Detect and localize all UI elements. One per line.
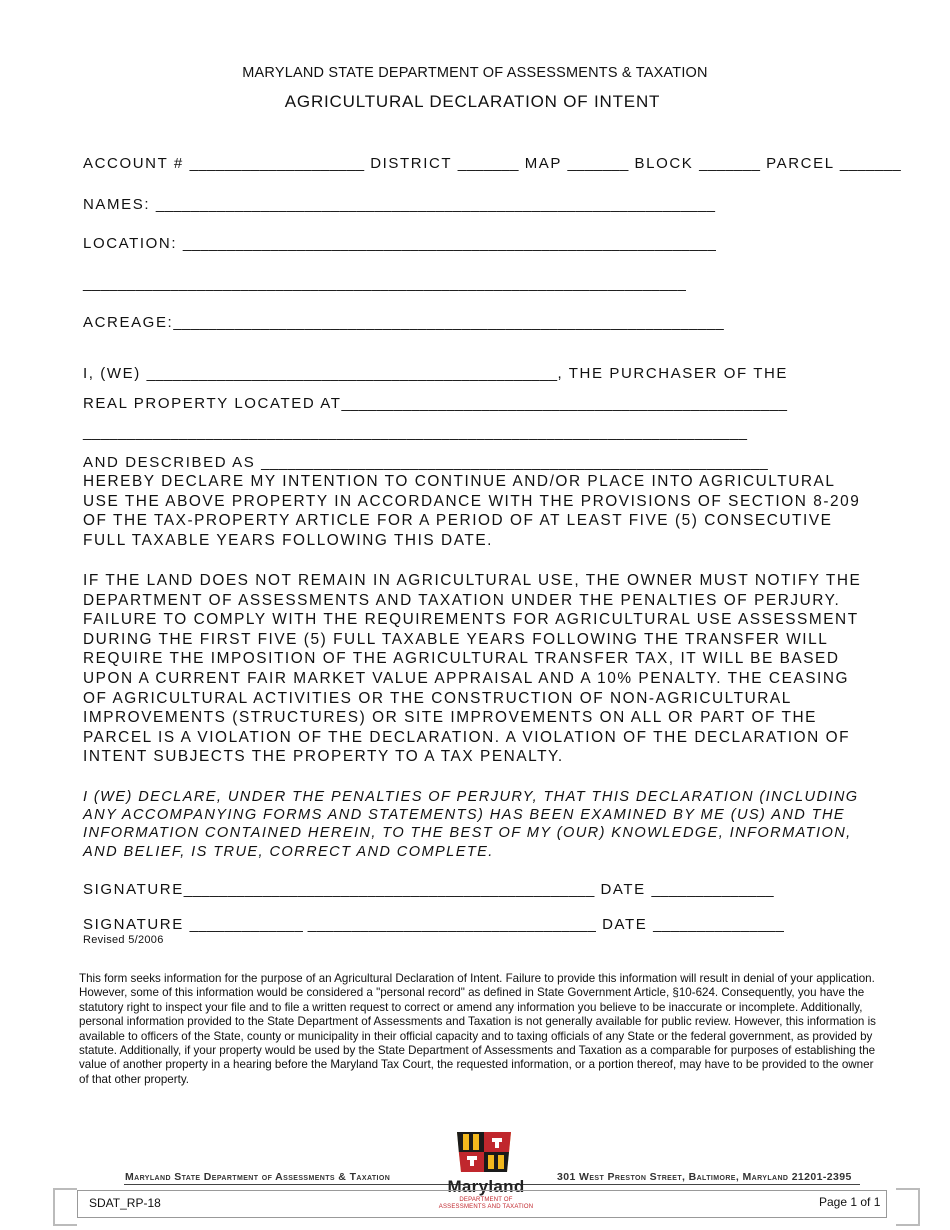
block-field[interactable]: _______ [699, 155, 761, 172]
real-property-field-2[interactable]: ____________________________________________________________________________ [83, 424, 748, 441]
location-row-2 [83, 275, 686, 292]
perjury-statement: I (WE) DECLARE, UNDER THE PENALTIES OF PERJURY, THAT THIS DECLARATION (INCLUDING ANY ACCOMPANYING FORMS AND STATEMENTS) HAS BEEN EXAMINED BY ME (US) AND THE INFORMATION CONTAINED HEREIN, TO THE BEST OF MY (OUR) KNOWLEDGE, INFORMATION, AND BELIEF, IS TRUE, CORRECT AND COMPLETE. [83, 789, 859, 860]
purchaser-name-field[interactable]: _______________________________________________ [146, 365, 558, 382]
logo-subtitle-1: DEPARTMENT OF [459, 1197, 513, 1203]
location-field[interactable]: _____________________________________________________________ [182, 235, 717, 252]
footer-bracket-left [53, 1188, 77, 1226]
map-field[interactable]: _______ [567, 155, 629, 172]
district-field[interactable]: _______ [457, 155, 519, 172]
district-label: DISTRICT [370, 155, 452, 172]
described-row [83, 454, 768, 471]
signature-row-2 [83, 916, 784, 933]
signature-label-1: SIGNATURE [83, 881, 184, 898]
declaration-paragraph: HEREBY DECLARE MY INTENTION TO CONTINUE AND/OR PLACE INTO AGRICULTURAL USE THE ABOVE PROPERTY IN ACCORDANCE WITH THE PROVISIONS OF SECTION 8-209 OF THE TAX-PROPERTY ARTICLE FOR A PERIOD OF AT LEAST FIVE (5) CONSECUTIVE FULL TAXABLE YEARS FOLLOWING THIS DATE. [83, 473, 861, 549]
logo-subtitle-2: ASSESSMENTS AND TAXATION [438, 1204, 534, 1210]
date-label-1: DATE [600, 881, 646, 898]
form-title: AGRICULTURAL DECLARATION OF INTENT [284, 92, 661, 111]
parcel-field[interactable]: _______ [839, 155, 902, 172]
footer-agency: Maryland State Department of Assessments & Taxation [125, 1171, 391, 1183]
privacy-notice: This form seeks information for the purpose of an Agricultural Declaration of Intent. Failure to provide this information will result in denial of your application. However, some of this information would be considered a "personal record" as defined in State Government Article, §10-624. Consequently, you have the statutory right to inspect your file and to file a written request to correct or amend any information you believe to be inaccurate or incomplete. Additionally, personal information provided to the State Department of Assessments and Taxation is not generally available for public review. However, this information is available to officers of the State, county or municipality in their official capacity and to taxing officials of any State or the federal government, as provided by statute. Additionally, if your property would be used by the State Department of Assessments and Taxation as a comparable for purposes of establishing the value of another property in a hearing before the Maryland Tax Court, the requested information, or a portion thereof, may have to be provided to the owner of that other property. [79, 972, 876, 1086]
we-label: I, (WE) [83, 365, 141, 382]
footer-box [77, 1190, 887, 1218]
account-label: ACCOUNT # [83, 155, 184, 172]
acreage-field[interactable]: _______________________________________________________________ [173, 314, 725, 331]
logo-wordmark: Maryland [447, 1177, 525, 1196]
block-label: BLOCK [634, 155, 694, 172]
parcel-label: PARCEL [766, 155, 835, 172]
real-property-label: REAL PROPERTY LOCATED AT [83, 395, 342, 412]
described-label: AND DESCRIBED AS [83, 454, 256, 471]
acreage-row [83, 314, 724, 331]
purchaser-text: , THE PURCHASER OF THE [557, 365, 789, 382]
revision-date: Revised 5/2006 [83, 934, 164, 946]
date-field-1[interactable]: ______________ [651, 881, 774, 898]
location-label: LOCATION: [83, 235, 178, 252]
signature-field-1[interactable]: _______________________________________________ [183, 881, 595, 898]
names-label: NAMES: [83, 196, 151, 213]
real-property-row-2 [83, 424, 747, 441]
map-label: MAP [524, 155, 562, 172]
location-field-2[interactable]: _____________________________________________________________________ [83, 275, 687, 292]
date-field-2[interactable]: _______________ [653, 916, 785, 933]
agency-header: MARYLAND STATE DEPARTMENT OF ASSESSMENTS & TAXATION [242, 65, 708, 81]
footer-bracket-right [896, 1188, 920, 1226]
signature-label-2: SIGNATURE [83, 916, 184, 933]
names-field[interactable]: ________________________________________________________________ [155, 196, 716, 213]
page-number: Page 1 of 1 [819, 1195, 881, 1209]
described-field[interactable]: __________________________________________________________ [261, 454, 769, 471]
maryland-flag-icon [455, 1128, 517, 1174]
real-property-field[interactable]: ___________________________________________________ [341, 395, 788, 412]
location-row [83, 235, 716, 252]
notice-paragraph: IF THE LAND DOES NOT REMAIN IN AGRICULTURAL USE, THE OWNER MUST NOTIFY THE DEPARTMENT OF ASSESSMENTS AND TAXATION UNDER THE PENALTIES OF PERJURY. FAILURE TO COMPLY WITH THE REQUIREMENTS FOR AGRICULTURAL USE ASSESSMENT DURING THE FIRST FIVE (5) FULL TAXABLE YEARS FOLLOWING THE TRANSFER WILL REQUIRE THE IMPOSITION OF THE AGRICULTURAL TRANSFER TAX, IT WILL BE BASED UPON A CURRENT FAIR MARKET VALUE APPRAISAL AND A 10% PENALTY. THE CEASING OF AGRICULTURAL ACTIVITIES OR THE CONSTRUCTION OF NON-AGRICULTURAL IMPROVEMENTS (STRUCTURES) OR SITE IMPROVEMENTS ON ALL OR PART OF THE PARCEL IS A VIOLATION OF THE DECLARATION. A VIOLATION OF THE DECLARATION OF INTENT SUBJECTS THE PROPERTY TO A TAX PENALTY. [83, 572, 862, 766]
real-property-row [83, 395, 787, 412]
signature-row-1 [83, 881, 774, 898]
account-row [83, 155, 901, 172]
footer-address: 301 West Preston Street, Baltimore, Maryland 21201-2395 [557, 1171, 852, 1183]
names-row [83, 196, 715, 213]
purchaser-row [83, 365, 788, 382]
acreage-label: ACREAGE: [83, 314, 174, 331]
account-field[interactable]: ____________________ [189, 155, 365, 172]
form-id: SDAT_RP-18 [89, 1196, 161, 1210]
date-label-2: DATE [602, 916, 648, 933]
signature-field-2[interactable]: _____________ _________________________________ [189, 916, 597, 933]
